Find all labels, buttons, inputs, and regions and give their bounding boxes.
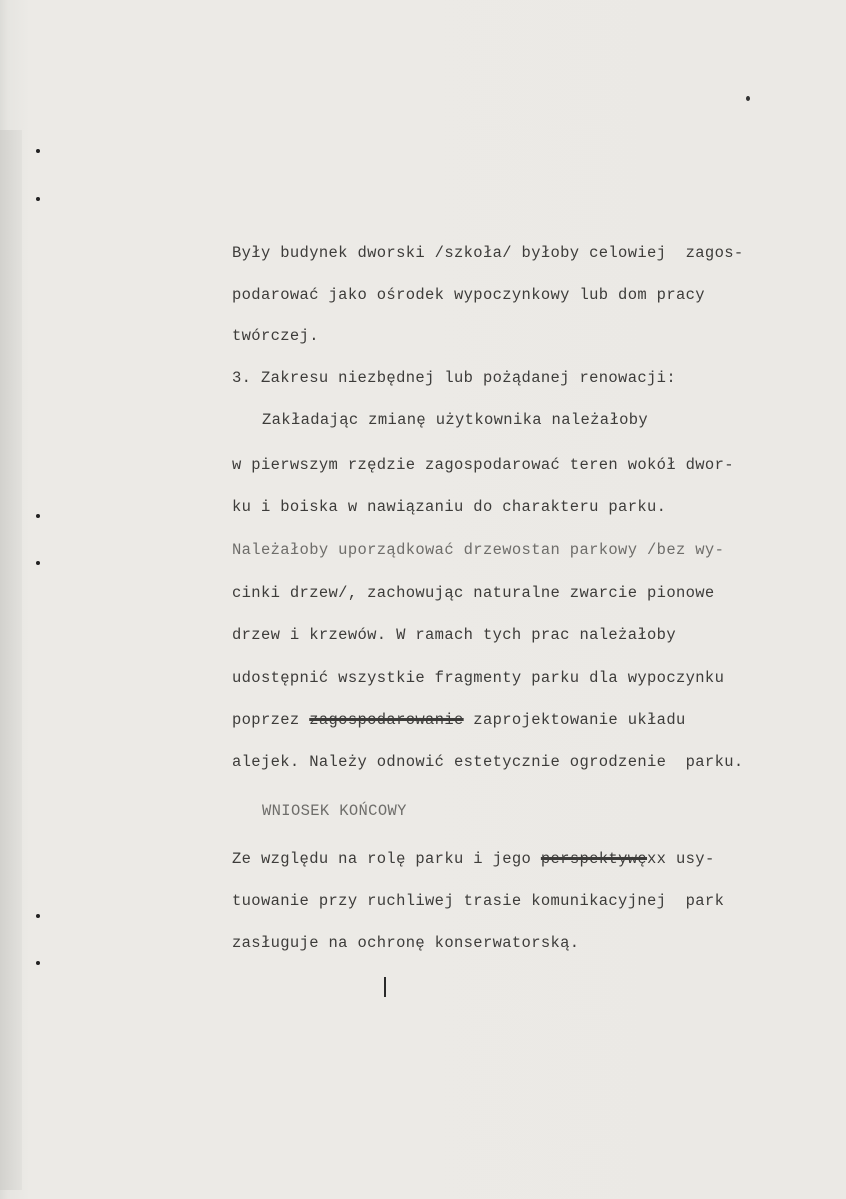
punch-hole	[36, 197, 40, 201]
text-line: twórczej.	[232, 327, 319, 345]
text-line: ku i boiska w nawiązaniu do charakteru parku.	[232, 498, 667, 516]
struck-text: zagospodarowanie	[309, 711, 464, 729]
text-line: Należałoby uporządkować drzewostan parkowy /bez wy-	[232, 541, 725, 559]
punch-hole	[36, 561, 40, 565]
text-fragment: Ze względu na rolę parku i jego	[232, 850, 541, 868]
punch-hole	[36, 961, 40, 965]
conclusion-heading: WNIOSEK KOŃCOWY	[262, 802, 407, 820]
text-line: udostępnić wszystkie fragmenty parku dla wypoczynku	[232, 669, 725, 687]
text-fragment: xx usy-	[647, 850, 715, 868]
scan-edge-strip	[0, 130, 22, 1190]
pen-mark	[384, 977, 386, 997]
text-line: drzew i krzewów. W ramach tych prac należałoby	[232, 626, 676, 644]
text-line: Były budynek dworski /szkoła/ byłoby celowiej zagos-	[232, 244, 744, 262]
text-fragment: poprzez	[232, 711, 310, 729]
text-line: tuowanie przy ruchliwej trasie komunikacyjnej park	[232, 892, 725, 910]
text-line: Zakładając zmianę użytkownika należałoby	[262, 411, 649, 429]
section-heading: 3. Zakresu niezbędnej lub pożądanej renowacji:	[232, 369, 676, 387]
ink-dot	[746, 96, 750, 101]
text-line: zasługuje na ochronę konserwatorską.	[232, 934, 580, 952]
punch-hole	[36, 514, 40, 518]
text-line	[232, 710, 686, 730]
text-line: alejek. Należy odnowić estetycznie ogrodzenie parku.	[232, 753, 744, 771]
text-line	[232, 849, 715, 869]
text-line: w pierwszym rzędzie zagospodarować teren wokół dwor-	[232, 456, 734, 474]
struck-text: perspektywę	[540, 850, 648, 868]
punch-hole	[36, 914, 40, 918]
text-line: podarować jako ośrodek wypoczynkowy lub dom pracy	[232, 286, 705, 304]
text-fragment: zaprojektowanie układu	[463, 711, 686, 729]
punch-hole	[36, 149, 40, 153]
text-line: cinki drzew/, zachowując naturalne zwarcie pionowe	[232, 584, 715, 602]
